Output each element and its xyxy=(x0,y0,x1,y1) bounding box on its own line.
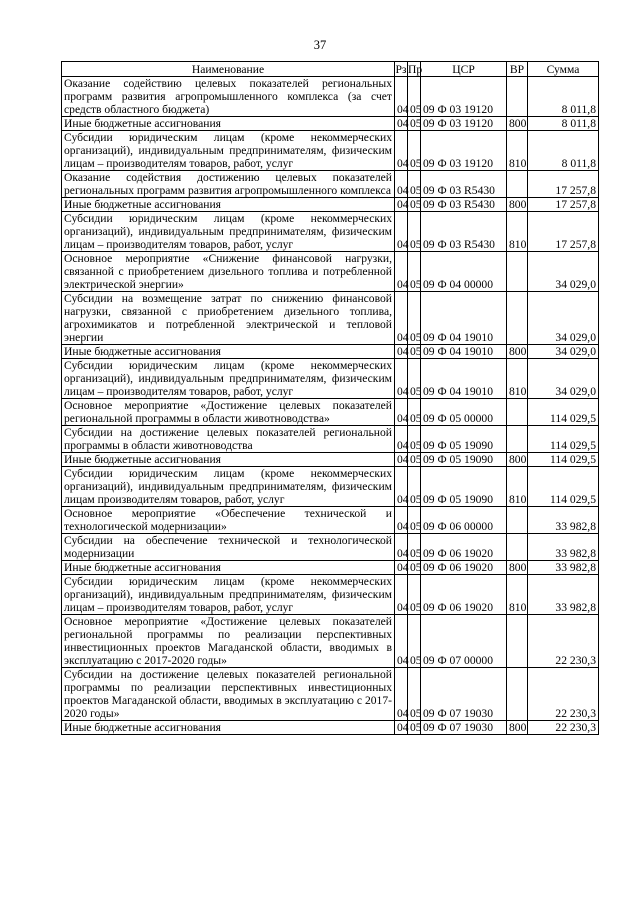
row-vr xyxy=(507,77,528,117)
row-csr: 09 Ф 05 19090 xyxy=(421,453,507,467)
row-pr: 05 xyxy=(408,359,421,399)
header-csr: ЦСР xyxy=(421,62,507,77)
row-csr: 09 Ф 06 00000 xyxy=(421,507,507,534)
header-sum: Сумма xyxy=(528,62,599,77)
row-rz: 04 xyxy=(395,359,408,399)
row-csr: 09 Ф 06 19020 xyxy=(421,534,507,561)
row-vr: 800 xyxy=(507,345,528,359)
row-rz: 04 xyxy=(395,721,408,735)
row-pr: 05 xyxy=(408,426,421,453)
row-rz: 04 xyxy=(395,77,408,117)
row-name: Основное мероприятие «Обеспечение технической и технологической модернизации» xyxy=(62,507,395,534)
row-name: Иные бюджетные ассигнования xyxy=(62,198,395,212)
row-rz: 04 xyxy=(395,198,408,212)
row-vr: 810 xyxy=(507,212,528,252)
table-row xyxy=(62,668,599,721)
row-sum: 34 029,0 xyxy=(528,252,599,292)
table-row xyxy=(62,615,599,668)
row-name: Субсидии на возмещение затрат по снижению финансовой нагрузки, связанной с приобретением дизельного топлива, агрохимикатов и потребленной электрической и тепловой энергии xyxy=(62,292,395,345)
table-row xyxy=(62,453,599,467)
row-pr: 05 xyxy=(408,575,421,615)
row-name: Иные бюджетные ассигнования xyxy=(62,345,395,359)
row-sum: 34 029,0 xyxy=(528,345,599,359)
table-row xyxy=(62,212,599,252)
row-pr: 05 xyxy=(408,131,421,171)
row-sum: 114 029,5 xyxy=(528,453,599,467)
row-vr: 800 xyxy=(507,721,528,735)
header-name: Наименование xyxy=(62,62,395,77)
table-row xyxy=(62,359,599,399)
row-name: Субсидии юридическим лицам (кроме некоммерческих организаций), индивидуальным предпринимателям, физическим лицам производителям товаров, работ, услуг xyxy=(62,467,395,507)
table-row xyxy=(62,721,599,735)
row-vr xyxy=(507,426,528,453)
row-sum: 8 011,8 xyxy=(528,117,599,131)
row-name: Субсидии юридическим лицам (кроме некоммерческих организаций), индивидуальным предпринимателям, физическим лицам – производителям товаров, работ, услуг xyxy=(62,575,395,615)
row-csr: 09 Ф 05 19090 xyxy=(421,467,507,507)
table-row xyxy=(62,561,599,575)
row-csr: 09 Ф 04 19010 xyxy=(421,345,507,359)
row-pr: 05 xyxy=(408,467,421,507)
row-sum: 22 230,3 xyxy=(528,615,599,668)
row-sum: 8 011,8 xyxy=(528,131,599,171)
row-vr: 800 xyxy=(507,117,528,131)
table-row xyxy=(62,77,599,117)
row-pr: 05 xyxy=(408,534,421,561)
row-sum: 114 029,5 xyxy=(528,399,599,426)
row-rz: 04 xyxy=(395,345,408,359)
row-rz: 04 xyxy=(395,399,408,426)
row-rz: 04 xyxy=(395,534,408,561)
row-rz: 04 xyxy=(395,292,408,345)
row-pr: 05 xyxy=(408,721,421,735)
row-vr xyxy=(507,171,528,198)
row-rz: 04 xyxy=(395,668,408,721)
row-sum: 34 029,0 xyxy=(528,292,599,345)
row-vr: 810 xyxy=(507,467,528,507)
row-csr: 09 Ф 03 R5430 xyxy=(421,212,507,252)
row-pr: 05 xyxy=(408,252,421,292)
row-rz: 04 xyxy=(395,117,408,131)
table-row xyxy=(62,534,599,561)
row-vr xyxy=(507,615,528,668)
row-rz: 04 xyxy=(395,507,408,534)
budget-table xyxy=(61,61,599,735)
row-sum: 33 982,8 xyxy=(528,561,599,575)
table-row xyxy=(62,171,599,198)
row-csr: 09 Ф 04 19010 xyxy=(421,359,507,399)
row-rz: 04 xyxy=(395,453,408,467)
row-csr: 09 Ф 04 00000 xyxy=(421,252,507,292)
table-row xyxy=(62,467,599,507)
row-vr xyxy=(507,292,528,345)
table-row xyxy=(62,198,599,212)
row-sum: 17 257,8 xyxy=(528,171,599,198)
row-rz: 04 xyxy=(395,131,408,171)
table-row xyxy=(62,117,599,131)
table-row xyxy=(62,345,599,359)
row-pr: 05 xyxy=(408,561,421,575)
row-vr: 800 xyxy=(507,453,528,467)
row-rz: 04 xyxy=(395,615,408,668)
header-vr: ВР xyxy=(507,62,528,77)
row-name: Субсидии на обеспечение технической и технологической модернизации xyxy=(62,534,395,561)
row-pr: 05 xyxy=(408,198,421,212)
row-rz: 04 xyxy=(395,171,408,198)
row-name: Основное мероприятие «Снижение финансовой нагрузки, связанной с приобретением дизельного топлива и потребленной электрической энергии» xyxy=(62,252,395,292)
row-rz: 04 xyxy=(395,252,408,292)
row-rz: 04 xyxy=(395,212,408,252)
row-sum: 33 982,8 xyxy=(528,534,599,561)
row-vr: 810 xyxy=(507,131,528,171)
row-name: Иные бюджетные ассигнования xyxy=(62,561,395,575)
row-sum: 17 257,8 xyxy=(528,212,599,252)
row-rz: 04 xyxy=(395,467,408,507)
row-sum: 8 011,8 xyxy=(528,77,599,117)
header-rz: Рз xyxy=(395,62,407,76)
row-sum: 17 257,8 xyxy=(528,198,599,212)
row-csr: 09 Ф 07 00000 xyxy=(421,615,507,668)
table-row xyxy=(62,426,599,453)
row-rz: 04 xyxy=(395,426,408,453)
row-vr xyxy=(507,534,528,561)
row-pr: 05 xyxy=(408,345,421,359)
row-rz: 04 xyxy=(395,575,408,615)
row-vr: 810 xyxy=(507,575,528,615)
row-sum: 114 029,5 xyxy=(528,426,599,453)
table-header-row xyxy=(62,62,599,77)
row-vr xyxy=(507,252,528,292)
row-csr: 09 Ф 03 R5430 xyxy=(421,171,507,198)
row-name: Иные бюджетные ассигнования xyxy=(62,453,395,467)
row-name: Субсидии юридическим лицам (кроме некоммерческих организаций), индивидуальным предпринимателям, физическим лицам – производителям товаров, работ, услуг xyxy=(62,131,395,171)
row-name: Основное мероприятие «Достижение целевых показателей региональной программы по реализации перспективных инвестиционных проектов Магаданской области, вводимых в эксплуатацию с 2017-2020 годы» xyxy=(62,615,395,668)
table-row xyxy=(62,507,599,534)
row-name: Иные бюджетные ассигнования xyxy=(62,721,395,735)
row-pr: 05 xyxy=(408,399,421,426)
row-pr: 05 xyxy=(408,507,421,534)
row-pr: 05 xyxy=(408,615,421,668)
row-csr: 09 Ф 03 19120 xyxy=(421,77,507,117)
row-csr: 09 Ф 07 19030 xyxy=(421,668,507,721)
row-pr: 05 xyxy=(408,668,421,721)
row-pr: 05 xyxy=(408,171,421,198)
row-csr: 09 Ф 03 19120 xyxy=(421,117,507,131)
row-sum: 33 982,8 xyxy=(528,507,599,534)
row-csr: 09 Ф 06 19020 xyxy=(421,561,507,575)
table-row xyxy=(62,131,599,171)
table-row xyxy=(62,252,599,292)
row-csr: 09 Ф 03 R5430 xyxy=(421,198,507,212)
table-row xyxy=(62,399,599,426)
row-sum: 22 230,3 xyxy=(528,721,599,735)
table-row xyxy=(62,575,599,615)
row-name: Оказание содействия достижению целевых показателей региональных программ развития агропромышленного комплекса xyxy=(62,171,395,198)
header-pr: Пр xyxy=(408,62,423,76)
row-csr: 09 Ф 05 00000 xyxy=(421,399,507,426)
row-sum: 22 230,3 xyxy=(528,668,599,721)
row-vr: 800 xyxy=(507,198,528,212)
row-csr: 09 Ф 04 19010 xyxy=(421,292,507,345)
row-name: Оказание содействию целевых показателей региональных программ развития агропромышленного комплекса (за счет средств областного бюджета) xyxy=(62,77,395,117)
row-name: Субсидии юридическим лицам (кроме некоммерческих организаций), индивидуальным предпринимателям, физическим лицам – производителям товаров, работ, услуг xyxy=(62,359,395,399)
row-name: Субсидии на достижение целевых показателей региональной программы по реализации перспективных инвестиционных проектов Магаданской области, вводимых в эксплуатацию с 2017-2020 годы» xyxy=(62,668,395,721)
row-csr: 09 Ф 06 19020 xyxy=(421,575,507,615)
row-vr: 810 xyxy=(507,359,528,399)
row-sum: 33 982,8 xyxy=(528,575,599,615)
row-name: Основное мероприятие «Достижение целевых показателей региональной программы в области животноводства» xyxy=(62,399,395,426)
row-sum: 114 029,5 xyxy=(528,467,599,507)
row-pr: 05 xyxy=(408,212,421,252)
row-vr: 800 xyxy=(507,561,528,575)
row-vr xyxy=(507,399,528,426)
row-sum: 34 029,0 xyxy=(528,359,599,399)
row-name: Иные бюджетные ассигнования xyxy=(62,117,395,131)
row-vr xyxy=(507,668,528,721)
row-rz: 04 xyxy=(395,561,408,575)
row-csr: 09 Ф 07 19030 xyxy=(421,721,507,735)
page-number: 37 xyxy=(313,38,327,52)
row-pr: 05 xyxy=(408,117,421,131)
row-pr: 05 xyxy=(408,77,421,117)
row-name: Субсидии юридическим лицам (кроме некоммерческих организаций), индивидуальным предпринимателям, физическим лицам – производителям товаров, работ, услуг xyxy=(62,212,395,252)
table-row xyxy=(62,292,599,345)
row-pr: 05 xyxy=(408,292,421,345)
row-name: Субсидии на достижение целевых показателей региональной программы в области животноводства xyxy=(62,426,395,453)
row-csr: 09 Ф 05 19090 xyxy=(421,426,507,453)
row-vr xyxy=(507,507,528,534)
row-csr: 09 Ф 03 19120 xyxy=(421,131,507,171)
row-pr: 05 xyxy=(408,453,421,467)
